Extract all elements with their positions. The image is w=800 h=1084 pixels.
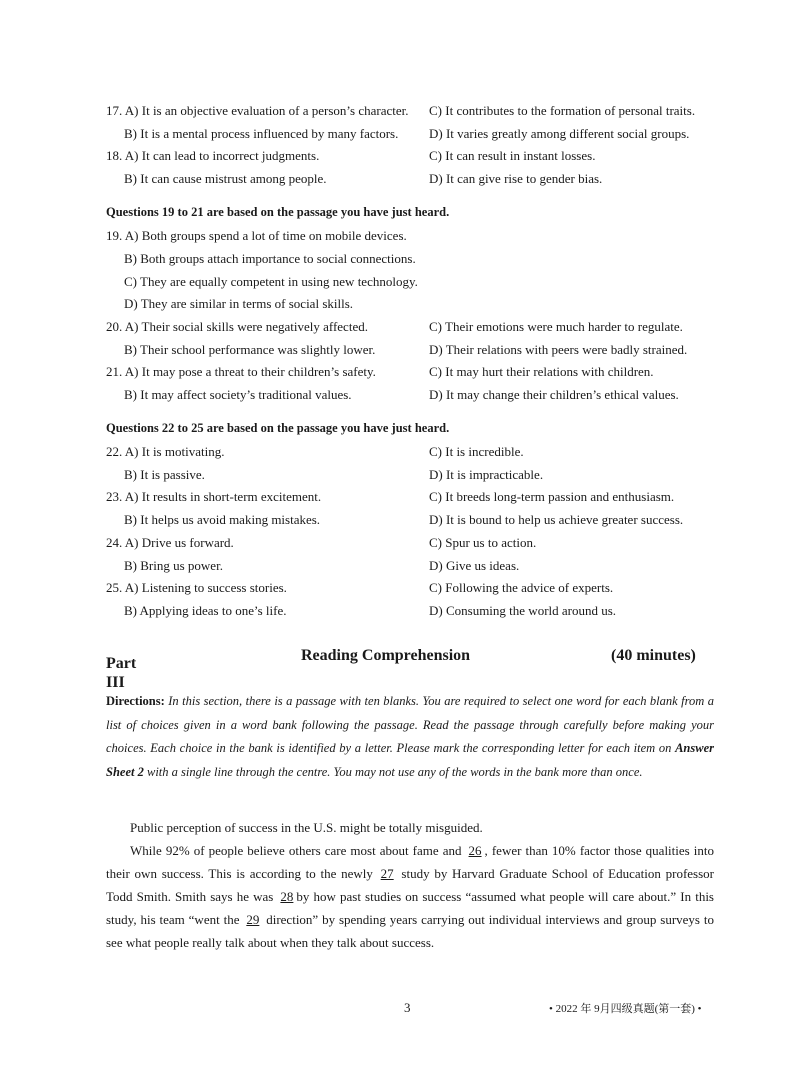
option-21d: D) It may change their children’s ethical values.: [429, 387, 679, 402]
option-17b: B) It is a mental process influenced by many factors.: [124, 126, 399, 141]
blank-26: 26: [468, 843, 482, 858]
option-17d: D) It varies greatly among different social groups.: [429, 126, 690, 141]
option-21c: C) It may hurt their relations with children.: [429, 364, 654, 379]
option-25a: 25. A) Listening to success stories.: [106, 580, 287, 595]
option-24d: D) Give us ideas.: [429, 558, 520, 573]
directions: [106, 690, 714, 784]
passage-paragraph-1: Public perception of success in the U.S. might be totally misguided.: [130, 820, 483, 835]
option-20c: C) Their emotions were much harder to regulate.: [429, 319, 683, 334]
question-group-heading-22-25: Questions 22 to 25 are based on the passage you have just heard.: [106, 421, 450, 435]
blank-27: 27: [380, 866, 394, 881]
option-17c: C) It contributes to the formation of personal traits.: [429, 103, 696, 118]
option-17a: 17. A) It is an objective evaluation of a person’s character.: [106, 103, 409, 118]
option-23b: B) It helps us avoid making mistakes.: [124, 512, 321, 527]
part-word: Part: [106, 655, 137, 672]
option-18d: D) It can give rise to gender bias.: [429, 171, 603, 186]
question-24: [0, 533, 800, 553]
question-23: [0, 487, 800, 507]
page-number: 3: [404, 1000, 411, 1015]
question-24-row2: [0, 556, 800, 576]
option-19c: C) They are equally competent in using new technology.: [124, 274, 418, 289]
option-18b: B) It can cause mistrust among people.: [124, 171, 327, 186]
passage: [106, 816, 714, 954]
question-17-row2: [0, 124, 800, 144]
directions-text-1: In this section, there is a passage with ten blanks. You are required to select one word for each blank from a list of choices given in a word bank following the passage. Read the passage through carefully before making your choices. Each choice in the bank is identified by a letter. Please mark the corresponding letter for each item on: [106, 694, 714, 755]
directions-text-2: with a single line through the centre. You may not use any of the words in the bank more than once.: [143, 764, 643, 779]
question-23-row2: [0, 510, 800, 530]
option-19a: 19. A) Both groups spend a lot of time on mobile devices.: [106, 228, 407, 243]
question-19-row2: [0, 249, 800, 269]
answer-sheet-ref: Answer Sheet 2: [106, 741, 714, 779]
passage-paragraph-2: [106, 839, 714, 954]
option-22d: D) It is impracticable.: [429, 467, 544, 482]
option-19b: B) Both groups attach importance to social connections.: [124, 251, 416, 266]
option-25d: D) Consuming the world around us.: [429, 603, 617, 618]
option-22a: 22. A) It is motivating.: [106, 444, 225, 459]
option-21a: 21. A) It may pose a threat to their children’s safety.: [106, 364, 376, 379]
option-24a: 24. A) Drive us forward.: [106, 535, 234, 550]
option-25c: C) Following the advice of experts.: [429, 580, 614, 595]
exam-footer: • 2022 年 9月四级真题(第一套) •: [549, 1003, 702, 1015]
option-19d: D) They are similar in terms of social skills.: [124, 296, 354, 311]
option-23c: C) It breeds long-term passion and enthusiasm.: [429, 489, 675, 504]
question-19-row3: [0, 272, 800, 292]
option-23d: D) It is bound to help us achieve greater success.: [429, 512, 684, 527]
section-time: (40 minutes): [611, 647, 696, 664]
passage-text: study by Harvard Graduate School of Education professor Todd Smith. Smith says he was: [106, 866, 715, 904]
blank-28: 28: [280, 889, 294, 904]
option-20d: D) Their relations with peers were badly strained.: [429, 342, 688, 357]
option-22b: B) It is passive.: [124, 467, 205, 482]
passage-text: While 92% of people believe others care most about fame and: [130, 843, 466, 858]
question-21: [0, 362, 800, 382]
passage-text: by how past studies on success “assumed what people will care about.” In this study, his team “went the: [106, 889, 714, 927]
question-25: [0, 578, 800, 598]
passage-text: direction” by spending years carrying out individual interviews and group surveys to see what people really talk about when they talk about success.: [106, 912, 714, 950]
option-20a: 20. A) Their social skills were negatively affected.: [106, 319, 368, 334]
option-18c: C) It can result in instant losses.: [429, 148, 596, 163]
option-18a: 18. A) It can lead to incorrect judgments.: [106, 148, 320, 163]
question-25-row2: [0, 601, 800, 621]
blank-29: 29: [246, 912, 260, 927]
question-21-row2: [0, 385, 800, 405]
option-24c: C) Spur us to action.: [429, 535, 537, 550]
question-18: [0, 146, 800, 166]
option-25b: B) Applying ideas to one’s life.: [124, 603, 287, 618]
question-20: [0, 317, 800, 337]
option-24b: B) Bring us power.: [124, 558, 223, 573]
part-number: III: [106, 674, 125, 691]
question-19-row4: [0, 294, 800, 314]
option-23a: 23. A) It results in short-term excitement.: [106, 489, 322, 504]
option-21b: B) It may affect society’s traditional values.: [124, 387, 352, 402]
question-22: [0, 442, 800, 462]
directions-label: Directions:: [106, 694, 165, 708]
option-22c: C) It is incredible.: [429, 444, 524, 459]
question-17: [0, 101, 800, 121]
question-19: [0, 226, 800, 246]
passage-text: , fewer than 10% factor those qualities into their own success. This is according to the newly: [106, 843, 714, 881]
part-label: [106, 654, 136, 692]
question-22-row2: [0, 465, 800, 485]
section-title: Reading Comprehension: [301, 647, 471, 664]
question-20-row2: [0, 340, 800, 360]
question-18-row2: [0, 169, 800, 189]
option-20b: B) Their school performance was slightly lower.: [124, 342, 376, 357]
question-group-heading-19-21: Questions 19 to 21 are based on the passage you have just heard.: [106, 205, 450, 219]
